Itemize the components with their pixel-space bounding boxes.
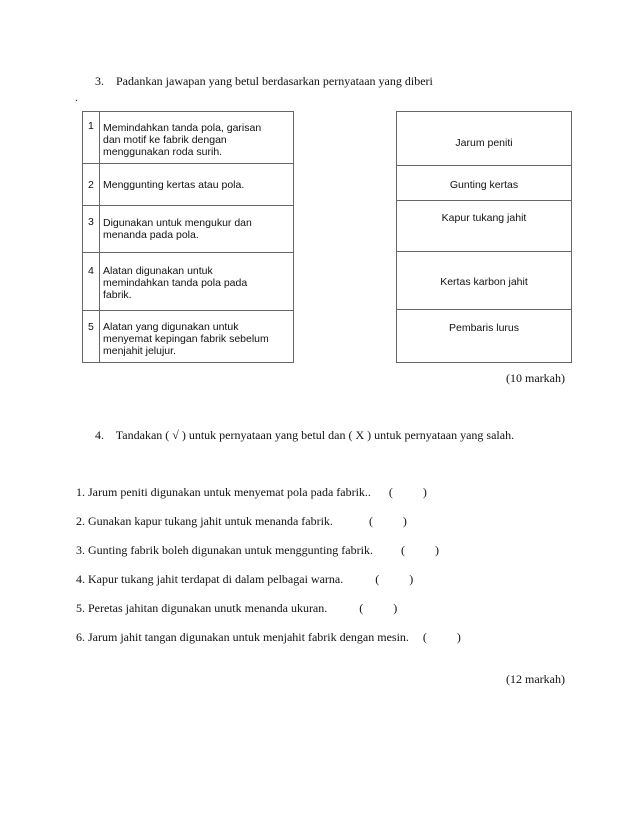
row-number-cell	[83, 164, 100, 205]
question3-heading-text: Padankan jawapan yang betul berdasarkan pernyataan yang diberi	[116, 74, 433, 88]
question3-number: 3.	[95, 74, 104, 88]
statement-line: menyemat kepingan fabrik sebelum	[103, 333, 269, 345]
statement-line: Memindahkan tanda pola, garisan	[103, 122, 262, 134]
statement-text: 5. Peretas jahitan digunakan unutk menanda ukuran.	[76, 601, 328, 615]
table-row	[83, 112, 293, 163]
table-row	[397, 200, 571, 251]
answer-bracket[interactable]: ( )	[359, 601, 398, 615]
answer-bracket[interactable]: ( )	[368, 514, 407, 528]
row-number: 5	[88, 321, 94, 333]
statement-text: 3. Gunting fabrik boleh digunakan untuk menggunting fabrik.	[76, 543, 373, 557]
answer-option: Kapur tukang jahit	[441, 212, 527, 224]
statement-item	[76, 485, 427, 500]
row-statement	[103, 217, 289, 241]
question3-marks: (10 markah)	[506, 371, 565, 385]
table-row	[83, 310, 293, 362]
stray-dot: .	[75, 92, 78, 104]
table-row	[397, 309, 571, 362]
statement-text: 4. Kapur tukang jahit terdapat di dalam pelbagai warna.	[76, 572, 344, 586]
row-statement	[103, 179, 289, 191]
question4-number: 4.	[95, 428, 104, 442]
row-number: 2	[88, 179, 94, 191]
table-row	[83, 252, 293, 310]
row-statement	[103, 265, 289, 301]
answer-bracket[interactable]: ( )	[388, 485, 427, 499]
question4-heading-text: Tandakan ( √ ) untuk pernyataan yang betul dan ( X ) untuk pernyataan yang salah.	[115, 428, 515, 442]
statement-line: menjahit jelujur.	[103, 345, 176, 357]
table-row	[83, 163, 293, 205]
table-row	[83, 205, 293, 252]
row-number: 3	[88, 216, 94, 228]
row-number: 4	[88, 265, 94, 277]
statement-text: 1. Jarum peniti digunakan untuk menyemat pola pada fabrik..	[76, 485, 371, 499]
statement-line: dan motif ke fabrik dengan	[103, 134, 227, 146]
statements-table	[82, 111, 294, 363]
answer-bracket[interactable]: ( )	[400, 543, 439, 557]
question4-heading	[95, 428, 514, 443]
question4-marks: (12 markah)	[506, 672, 565, 686]
statement-line: Menggunting kertas atau pola.	[103, 179, 245, 191]
table-row	[397, 112, 571, 165]
answer-option: Pembaris lurus	[448, 322, 520, 334]
statement-line: Alatan yang digunakan untuk	[103, 321, 239, 333]
statement-item	[76, 601, 397, 616]
table-row	[397, 251, 571, 309]
statement-item	[76, 514, 407, 529]
answer-option: Jarum peniti	[455, 137, 513, 149]
statement-line: menggunakan roda surih.	[103, 146, 223, 158]
question3-heading	[95, 74, 433, 89]
row-number-cell	[83, 253, 100, 310]
table-row	[397, 165, 571, 200]
statement-line: Digunakan untuk mengukur dan	[103, 217, 252, 229]
statement-item	[76, 543, 439, 558]
answer-option: Gunting kertas	[449, 179, 519, 191]
row-number-cell	[83, 311, 100, 362]
answers-table	[396, 111, 572, 363]
statement-text: 6. Jarum jahit tangan digunakan untuk menjahit fabrik dengan mesin.	[76, 630, 409, 644]
statement-text: 2. Gunakan kapur tukang jahit untuk menanda fabrik.	[76, 514, 333, 528]
row-number-cell	[83, 206, 100, 252]
answer-bracket[interactable]: ( )	[375, 572, 414, 586]
statement-line: Alatan digunakan untuk	[103, 265, 213, 277]
answer-option: Kertas karbon jahit	[440, 276, 528, 288]
statement-line: memindahkan tanda pola pada	[103, 277, 248, 289]
row-number: 1	[88, 120, 94, 132]
row-number-cell	[83, 112, 100, 163]
statement-line: fabrik.	[103, 289, 132, 301]
statement-item	[76, 572, 413, 587]
row-statement	[103, 321, 289, 357]
statement-line: menanda pada pola.	[103, 229, 199, 241]
answer-bracket[interactable]: ( )	[422, 630, 461, 644]
statement-item	[76, 630, 461, 645]
row-statement	[103, 122, 289, 158]
